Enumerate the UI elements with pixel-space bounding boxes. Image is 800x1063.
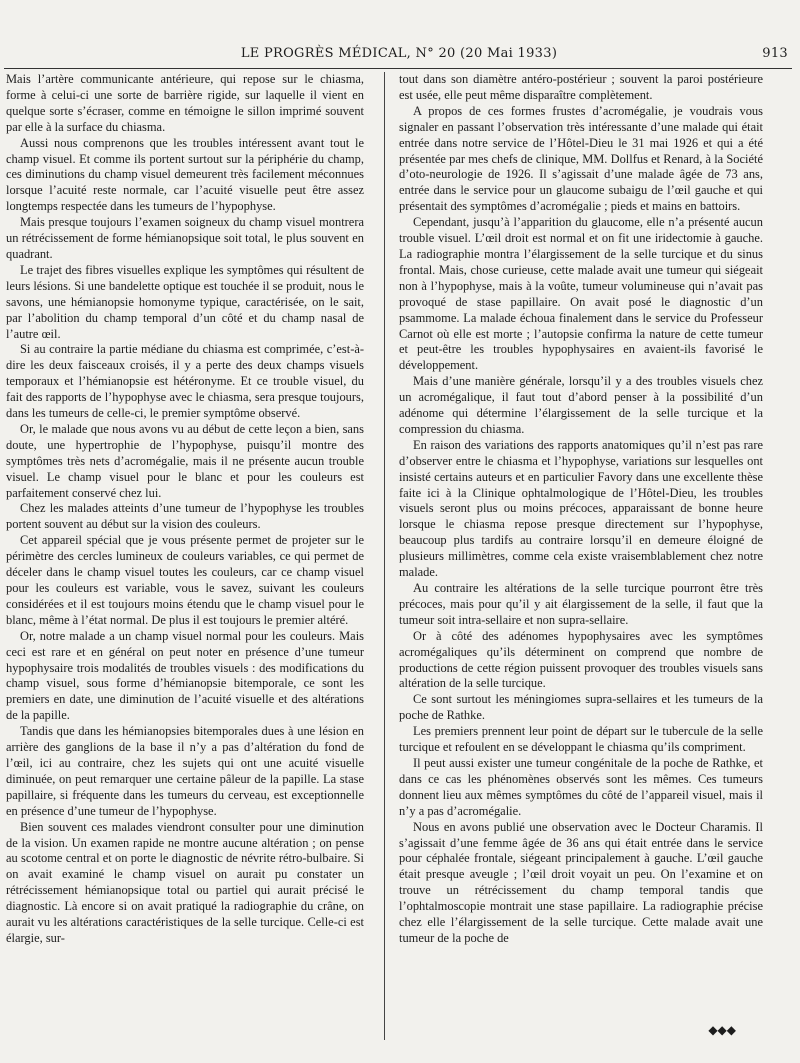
right-column bbox=[399, 72, 763, 947]
paragraph: Mais d’une manière générale, lorsqu’il y a des troubles visuels chez un acromégalique, il faut tout d’abord penser à la possibilité d’un adénome qui détermine l’élargissement de la selle turcique et la compression du chiasma. bbox=[399, 374, 763, 436]
paragraph: Nous en avons publié une observation avec le Docteur Charamis. Il s’agissait d’une femme âgée de 36 ans qui était entrée dans le service pour céphalée frontale, siégeant principalement à gauche. L’œil gauche était presque aveugle ; l’œil droit voyait un peu. On l’examine et on trouve un rétrécissement du champ temporal tandis que l’ophtalmoscopie montrait une stase papillaire. La radiographie précise chez elle l’élargissement de la selle turcique. Cette malade avait une tumeur de la poche de bbox=[399, 819, 763, 945]
paragraph: A propos de ces formes frustes d’acromégalie, je voudrais vous signaler en passant l’observation très intéressante d’une malade qui était entrée dans notre service de l’Hôtel-Dieu le 31 mai 1926 et qui a été présentée par mes chefs de clinique, MM. Dollfus et Renard, à la Société d’oto-neurologie de 1926. Il s’agissait d’une malade âgée de 73 ans, entrée dans le service pour un glaucome subaigu de l’œil gauche et qui présentait des symptômes d’acromégalie ; pieds et mains en battoirs. bbox=[399, 103, 763, 214]
paragraph: Or, le malade que nous avons vu au début de cette leçon a bien, sans doute, une hypertrophie de l’hypophyse, puisqu’il montre des symptômes très nets d’acromégalie, mais il ne présente aucun trouble visuel. Le champ visuel pour le blanc et pour les couleurs est parfaitement conservé chez lui. bbox=[6, 421, 364, 500]
left-column bbox=[6, 72, 367, 947]
paragraph: Il peut aussi exister une tumeur congénitale de la poche de Rathke, et dans ce cas les phénomènes observés sont les mêmes. Ces tumeurs donnent lieu aux mêmes symptômes du côté de l’appareil visuel, mais il n’y a pas d’acromégalie. bbox=[399, 755, 763, 818]
paragraph: Aussi nous comprenons que les troubles intéressent avant tout le champ visuel. Et comme ils portent surtout sur la périphérie du champ, ces diminutions du champ visuel demeurent très facilement méconnues lorsque l’acuité reste normale, car l’acuité visuelle peut être assez longtemps respectée dans les tumeurs de l’hypophyse. bbox=[6, 135, 364, 214]
paragraph: Tandis que dans les hémianopsies bitemporales dues à une lésion en arrière des ganglions de la base il n’y a pas d’altération du fond de l’œil, ici au contraire, chez les sujets qui ont une acuité visuelle diminuée, on peut remarquer une certaine pâleur de la papille. La stase papillaire, si fréquente dans les tumeurs du cerveau, est exceptionnelle en présence d’une tumeur de l’hypophyse. bbox=[6, 724, 364, 818]
running-header bbox=[10, 44, 788, 66]
page-number: 913 bbox=[762, 46, 788, 61]
paragraph: Mais presque toujours l’examen soigneux du champ visuel montrera un rétrécissement de forme hémianopsique soit total, le plus souvent en quadrant. bbox=[6, 215, 364, 261]
paragraph: Or à côté des adénomes hypophysaires avec les symptômes acromégaliques qu’ils déterminent on comprend que nombre de productions de cette région puissent provoquer des troubles visuels sans altération de la selle turcique. bbox=[399, 628, 763, 691]
header-rule bbox=[4, 68, 792, 69]
paragraph: En raison des variations des rapports anatomiques qu’il n’est pas rare d’observer entre le chiasma et l’hypophyse, variations sur lesquelles ont insisté certains auteurs et en particulier Favory dans une excellente thèse faite ici à la Clinique ophtalmologique de l’Hôtel-Dieu, les troubles visuels seront plus ou moins précoces, apparaissant de bonne heure lorsque le chiasma repose presque directement sur l’hypophyse, beaucoup plus tardifs au contraire lorsqu’il en demeure éloigné de plusieurs millimètres, comme cela existe vraisemblablement chez notre malade. bbox=[399, 437, 763, 580]
paragraph: Si au contraire la partie médiane du chiasma est comprimée, c’est-à-dire les deux faisceaux croisés, il y a perte des deux champs visuels temporaux et l’hémianopsie est hétéronyme. Et ce trouble visuel, du fait des rapports de l’hypophyse avec le chiasma, sera presque toujours, dans les tumeurs de celle-ci, le premier symptôme observé. bbox=[6, 342, 364, 421]
paragraph: Or, notre malade a un champ visuel normal pour les couleurs. Mais ceci est rare et en général on peut noter en présence d’une tumeur hypophysaire trois modalités de troubles visuels : des modifications du champ visuel, sous forme d’hémianopsie bitemporale, ce sont les premiers en date, une diminution de l’acuité visuelle et des altérations de la papille. bbox=[6, 628, 364, 723]
paragraph: Bien souvent ces malades viendront consulter pour une diminution de la vision. Un examen rapide ne montre aucune altération ; on pense au scotome central et on porte le diagnostic de névrite rétro-bulbaire. Si on avait examiné le champ visuel on aurait pu constater un rétrécissement hémianopsique total ou partiel qui aurait précisé le diagnostic. Là encore si on avait pratiqué la radiographie du crâne, on aurait vu les altérations caractéristiques de la selle turcique. Celle-ci est élargie, sur- bbox=[6, 819, 364, 945]
paragraph: Cependant, jusqu’à l’apparition du glaucome, elle n’a présenté aucun trouble visuel. L’œil droit est normal et on fit une iridectomie à gauche. La radiographie montra l’élargissement de la selle turcique et du sinus frontal. Mais, chose curieuse, cette malade avait une tumeur qui siégeait non à l’hypophyse, mais à la voûte, tumeur volumineuse qui n’avait pas provoqué de stase papillaire. On avait posé le diagnostic d’un psammome. La malade échoua finalement dans le service du Professeur Carnot où elle est morte ; l’autopsie confirma la nature de cette tumeur et peut-être les troubles hypophysaires en avaient-ils favorisé le développement. bbox=[399, 215, 763, 373]
end-ornament: ◆◆◆ bbox=[708, 1023, 736, 1037]
paragraph: Le trajet des fibres visuelles explique les symptômes qui résultent de leurs lésions. Si une bandelette optique est touchée il se produit, nous le savons, une hémianopsie homonyme typique, caractérisée, on le sait, par l’abolition du champ temporal d’un côté et du champ nasal de l’autre œil. bbox=[6, 262, 364, 341]
paragraph: Au contraire les altérations de la selle turcique pourront être très précoces, mais pour qu’il y ait élargissement de la selle, il faut que la tumeur soit intra-sellaire et non supra-sellaire. bbox=[399, 581, 763, 627]
column-divider bbox=[384, 72, 385, 1040]
paragraph: Mais l’artère communicante antérieure, qui repose sur le chiasma, forme à celui-ci une sorte de barrière rigide, sur laquelle il vient en quelque sorte s’écraser, comme en témoigne le sillon imprimé souvent par elle à la surface du chiasma. bbox=[6, 72, 364, 134]
paragraph: Les premiers prennent leur point de départ sur le tubercule de la selle turcique et refoulent en se développant le chiasma qu’ils compriment. bbox=[399, 724, 763, 755]
paragraph: tout dans son diamètre antéro-postérieur ; souvent la paroi postérieure est usée, elle peut même disparaître complètement. bbox=[399, 72, 763, 102]
journal-title: LE PROGRÈS MÉDICAL, N° 20 (20 Mai 1933) bbox=[240, 46, 558, 61]
paragraph: Cet appareil spécial que je vous présente permet de projeter sur le périmètre des cercles lumineux de couleurs variables, ce qui permet de déceler dans le champ visuel toutes les couleurs, car ce champ visuel pour les couleurs est variable, vous le savez, suivant les couleurs considérées et il est toujours moins étendu que le champ visuel pour le blanc, même à l’état normal. De plus il est toujours le premier altéré. bbox=[6, 533, 364, 627]
paragraph: Chez les malades atteints d’une tumeur de l’hypophyse les troubles portent souvent au début sur la vision des couleurs. bbox=[6, 501, 364, 532]
paragraph: Ce sont surtout les méningiomes supra-sellaires et les tumeurs de la poche de Rathke. bbox=[399, 692, 763, 723]
